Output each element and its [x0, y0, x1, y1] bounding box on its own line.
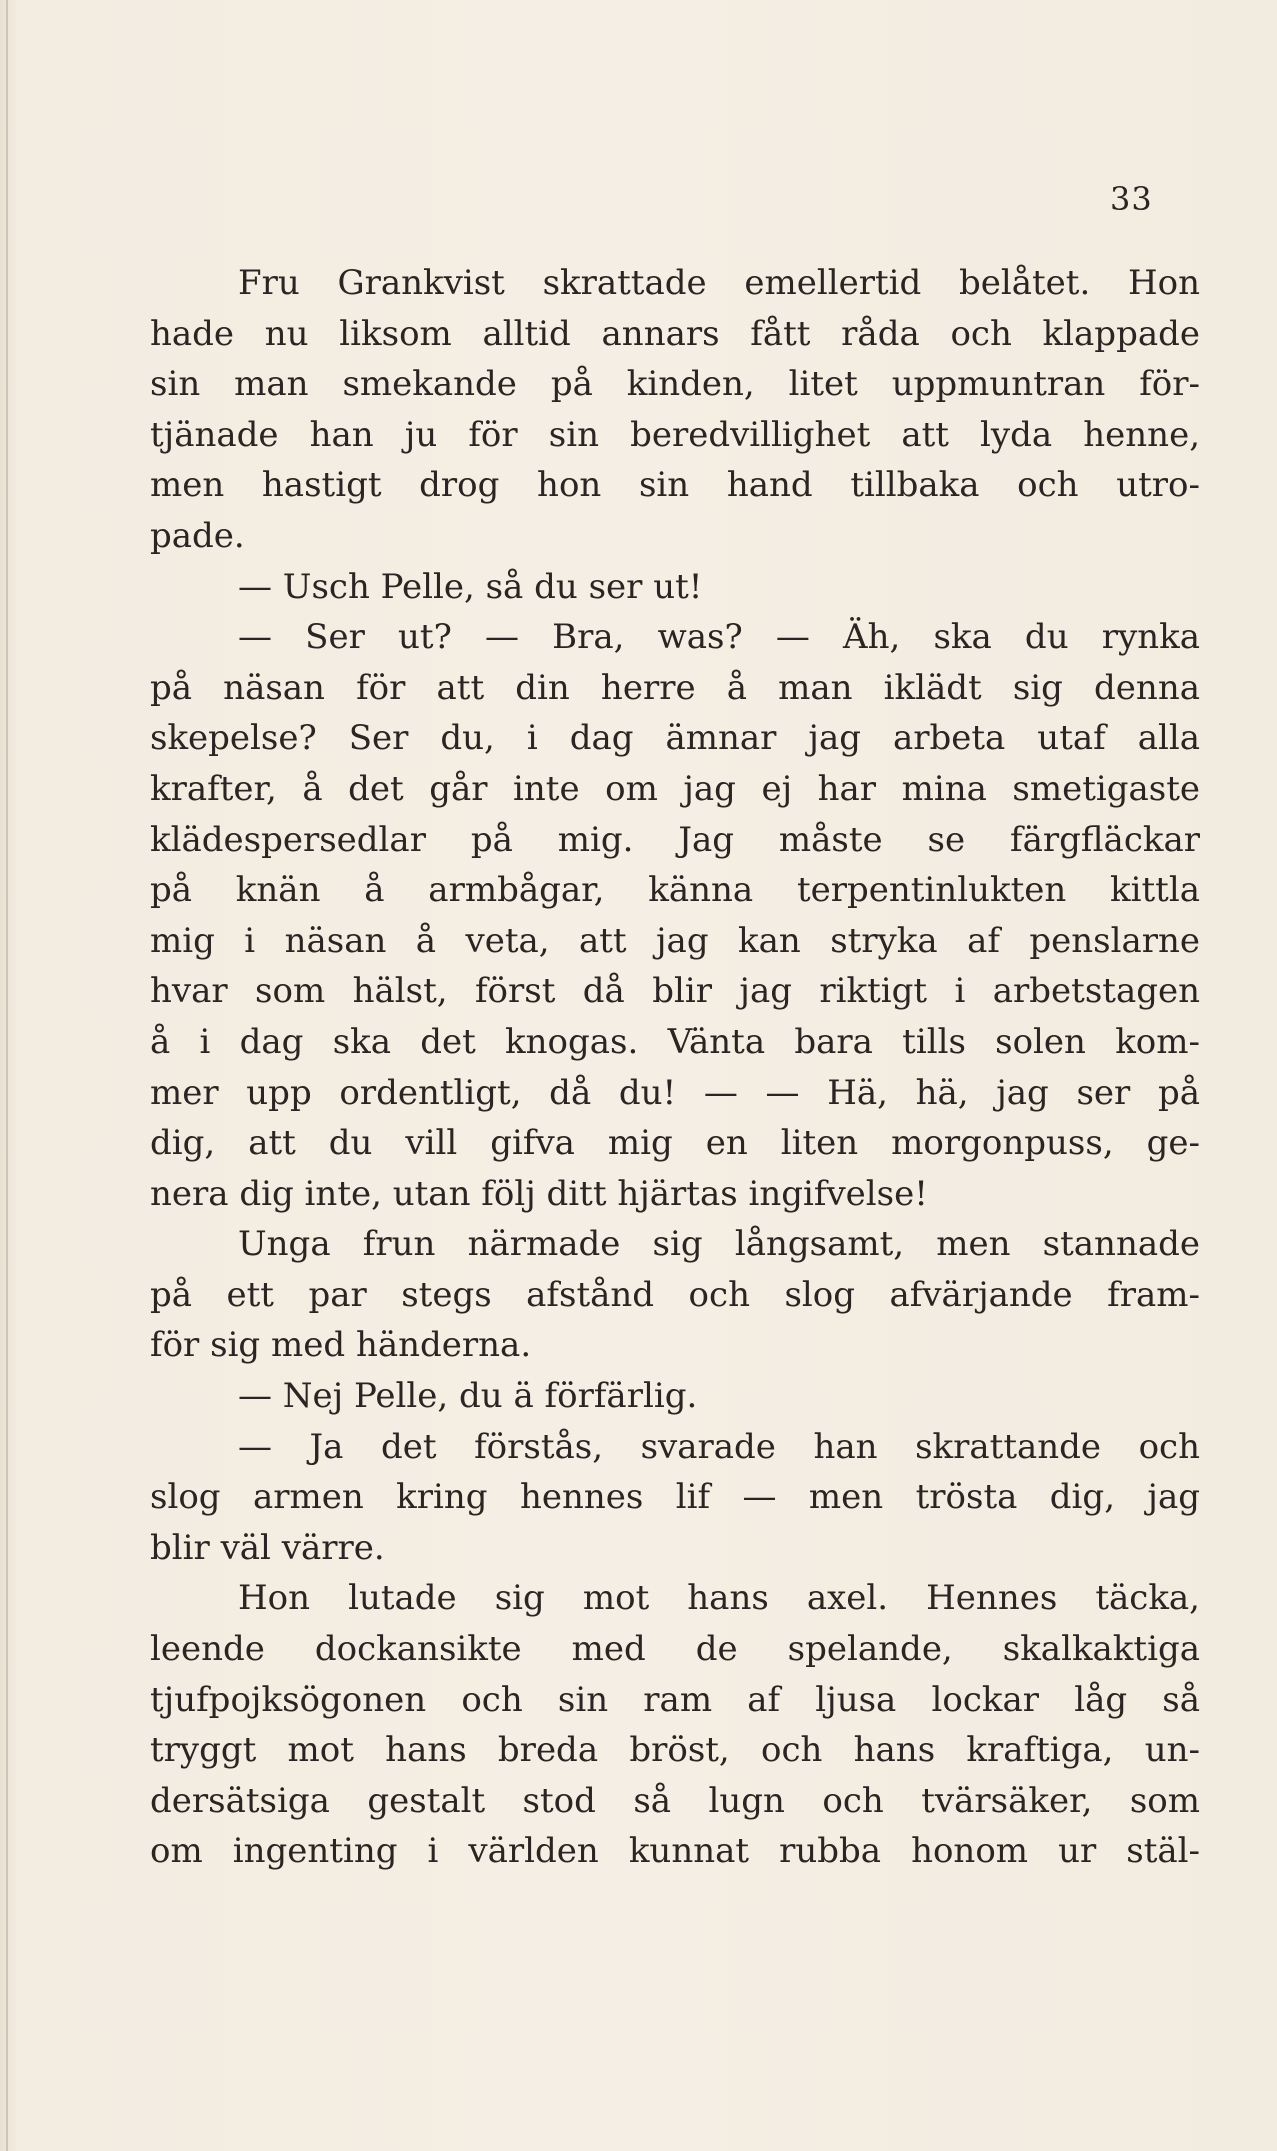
text-line: tryggt mot hans breda bröst, och hans kraftiga, un- — [150, 1730, 1200, 1771]
text-line: nera dig inte, utan följ ditt hjärtas ingifvelse! — [150, 1173, 928, 1214]
text-line: dersätsiga gestalt stod så lugn och tvärsäker, som — [150, 1780, 1200, 1821]
text-line: men hastigt drog hon sin hand tillbaka och utro- — [150, 465, 1200, 506]
page-number: 33 — [1110, 180, 1153, 218]
text-line: å i dag ska det knogas. Vänta bara tills solen kom- — [150, 1021, 1200, 1062]
text-line: Unga frun närmade sig långsamt, men stannade — [238, 1224, 1200, 1265]
text-line: pade. — [150, 515, 245, 556]
text-line: slog armen kring hennes lif — men trösta dig, jag — [150, 1477, 1200, 1518]
text-line: för sig med händerna. — [150, 1325, 532, 1366]
text-line: klädespersedlar på mig. Jag måste se färgfläckar — [150, 819, 1200, 860]
text-line: skepelse? Ser du, i dag ämnar jag arbeta utaf alla — [150, 718, 1200, 759]
text-line: krafter, å det går inte om jag ej har mina smetigaste — [150, 768, 1200, 809]
text-line: tjufpojksögonen och sin ram af ljusa lockar låg så — [150, 1679, 1200, 1720]
body-text — [150, 258, 1200, 1877]
text-line: på näsan för att din herre å man iklädt sig denna — [150, 667, 1200, 708]
text-line: hvar som hälst, först då blir jag riktigt i arbetstagen — [150, 971, 1200, 1012]
text-line: blir väl värre. — [150, 1527, 385, 1568]
text-line: mig i näsan å veta, att jag kan stryka af penslarne — [150, 920, 1200, 961]
text-line: — Ja det förstås, svarade han skrattande och — [238, 1426, 1200, 1467]
text-line: tjänade han ju för sin beredvillighet att lyda henne, — [150, 414, 1200, 455]
text-line: — Nej Pelle, du ä förfärlig. — [238, 1376, 698, 1417]
text-line: om ingenting i världen kunnat rubba honom ur stäl- — [150, 1831, 1200, 1872]
text-line: på ett par stegs afstånd och slog afvärjande fram- — [150, 1274, 1200, 1315]
text-line: — Usch Pelle, så du ser ut! — [238, 566, 703, 607]
text-line: sin man smekande på kinden, litet uppmuntran för- — [150, 364, 1200, 405]
text-line: — Ser ut? — Bra, was? — Äh, ska du rynka — [238, 617, 1200, 658]
text-line: mer upp ordentligt, då du! — — Hä, hä, jag ser på — [150, 1072, 1200, 1113]
text-line: dig, att du vill gifva mig en liten morgonpuss, ge- — [150, 1123, 1200, 1164]
text-line: leende dockansikte med de spelande, skalkaktiga — [150, 1629, 1200, 1670]
text-line: Hon lutade sig mot hans axel. Hennes täcka, — [238, 1578, 1200, 1619]
page-edge — [6, 0, 8, 2151]
text-line: hade nu liksom alltid annars fått råda och klappade — [150, 313, 1200, 354]
text-line: Fru Grankvist skrattade emellertid belåtet. Hon — [238, 263, 1200, 303]
text-line: på knän å armbågar, känna terpentinlukten kittla — [150, 870, 1200, 911]
